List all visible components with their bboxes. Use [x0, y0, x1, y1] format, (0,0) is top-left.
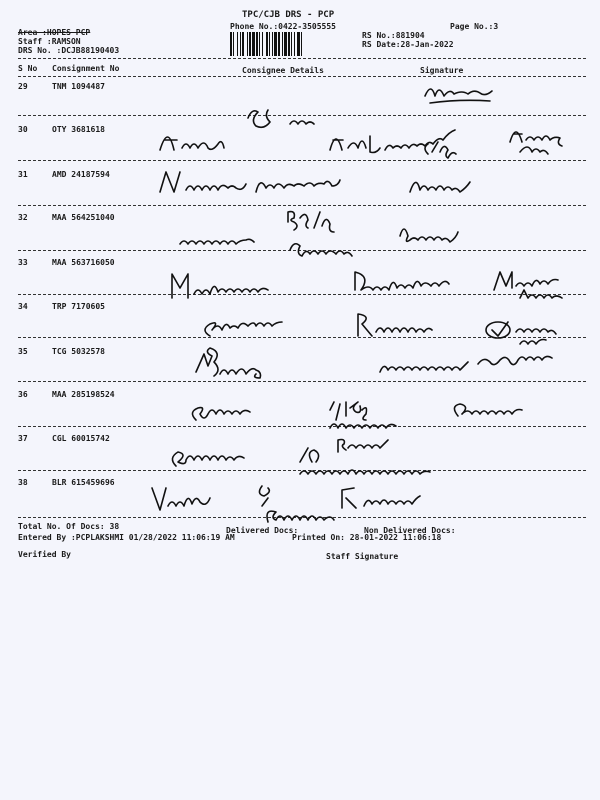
- row-consignment: BLR 615459696: [52, 478, 115, 487]
- row-sno: 36: [18, 390, 28, 399]
- row-consignment: MAA 564251040: [52, 213, 115, 222]
- staff-label: Staff :RAMSON: [18, 37, 81, 46]
- row-sno: 38: [18, 478, 28, 487]
- row-sno: 35: [18, 347, 28, 356]
- row-sno: 30: [18, 125, 28, 134]
- column-header-signature: Signature: [420, 66, 464, 75]
- verified-by: Verified By: [18, 550, 71, 559]
- row-sno: 31: [18, 170, 28, 179]
- row-sno: 29: [18, 82, 28, 91]
- row-sno: 37: [18, 434, 28, 443]
- row-consignment: MAA 285198524: [52, 390, 115, 399]
- row-consignment: AMD 24187594: [52, 170, 110, 179]
- printed-on: Printed On: 28-01-2022 11:06:18: [292, 533, 442, 542]
- row-consignment: OTY 3681618: [52, 125, 105, 134]
- row-consignment: CGL 60015742: [52, 434, 110, 443]
- row-consignment: TNM 1094487: [52, 82, 105, 91]
- total-docs: Total No. Of Docs: 38: [18, 522, 120, 531]
- drs-number: DRS No. :DCJB88190403: [18, 46, 120, 55]
- delivered-docs: Delivered Docs:: [226, 526, 299, 535]
- row-consignment: TCG 5032578: [52, 347, 105, 356]
- row-sno: 34: [18, 302, 28, 311]
- document-title: TPC/CJB DRS - PCP: [242, 10, 335, 20]
- row-consignment: TRP 7170605: [52, 302, 105, 311]
- rs-date: RS Date:28-Jan-2022: [362, 40, 454, 49]
- column-header-consignee: Consignee Details: [242, 66, 324, 75]
- rs-number: RS No.:881904: [362, 31, 425, 40]
- area-label: Area :HOPES PCP: [18, 28, 91, 37]
- page-number: Page No.:3: [450, 22, 499, 31]
- entered-by: Entered By :PCPLAKSHMI 01/28/2022 11:06:19 AM: [18, 533, 235, 542]
- column-header-sno: S No: [18, 64, 38, 73]
- column-header-consignment: Consignment No: [52, 64, 120, 73]
- row-sno: 32: [18, 213, 28, 222]
- phone-number: Phone No.:0422-3505555: [230, 22, 336, 31]
- row-sno: 33: [18, 258, 28, 267]
- staff-signature-label: Staff Signature: [326, 552, 399, 561]
- non-delivered-docs: Non Delivered Docs:: [364, 526, 456, 535]
- row-consignment: MAA 563716050: [52, 258, 115, 267]
